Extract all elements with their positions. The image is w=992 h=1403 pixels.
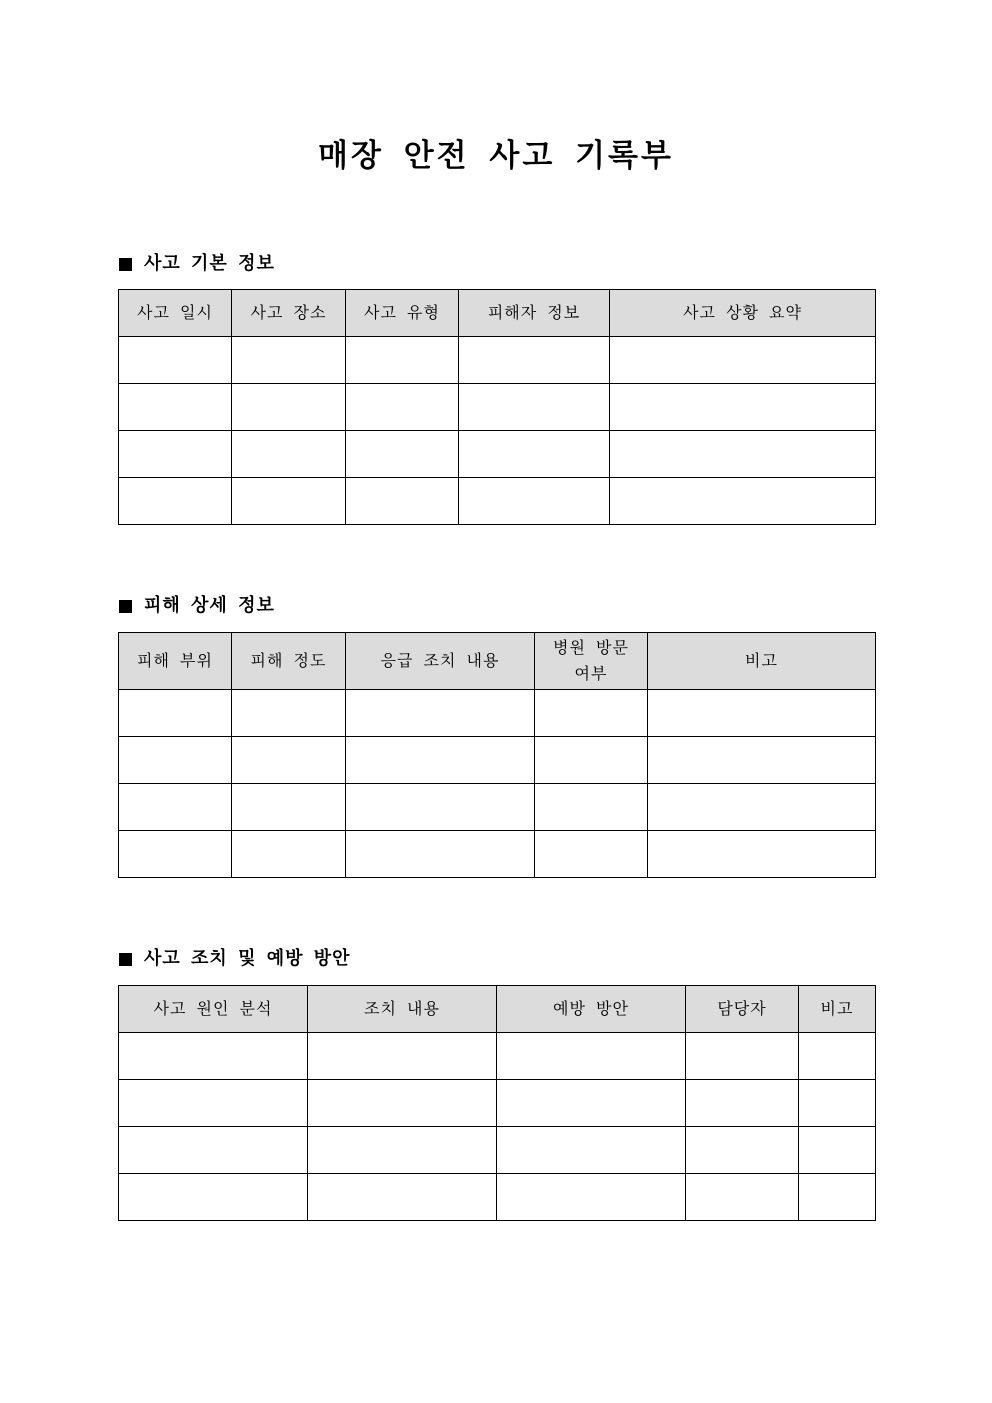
table-cell[interactable] [459, 384, 610, 431]
table-row [119, 478, 876, 525]
table-cell[interactable] [648, 690, 876, 737]
table-cell[interactable] [308, 1174, 497, 1221]
column-header: 예방 방안 [497, 986, 686, 1033]
table-cell[interactable] [648, 831, 876, 878]
action-prevention-table [118, 985, 876, 1221]
table-cell[interactable] [346, 831, 535, 878]
table-cell[interactable] [308, 1033, 497, 1080]
table-cell[interactable] [119, 831, 232, 878]
black-square-icon [119, 600, 132, 613]
table-cell[interactable] [686, 1033, 799, 1080]
table-cell[interactable] [610, 478, 876, 525]
column-header: 사고 일시 [119, 290, 232, 337]
table-cell[interactable] [799, 1033, 876, 1080]
column-header: 피해자 정보 [459, 290, 610, 337]
document-title: 매장 안전 사고 기록부 [318, 138, 674, 174]
table-cell[interactable] [346, 337, 459, 384]
column-header: 사고 원인 분석 [119, 986, 308, 1033]
table-cell[interactable] [686, 1174, 799, 1221]
table-cell[interactable] [686, 1127, 799, 1174]
table-cell[interactable] [459, 478, 610, 525]
table-cell[interactable] [610, 431, 876, 478]
table-cell[interactable] [232, 431, 346, 478]
table-cell[interactable] [346, 478, 459, 525]
table-cell[interactable] [232, 737, 346, 784]
table-cell[interactable] [119, 337, 232, 384]
table-cell[interactable] [308, 1127, 497, 1174]
accident-basic-info-table [118, 289, 876, 525]
section-heading-label: 피해 상세 정보 [144, 595, 275, 616]
column-header: 사고 장소 [232, 290, 346, 337]
table-cell[interactable] [648, 784, 876, 831]
column-header: 비고 [648, 633, 876, 690]
table-cell[interactable] [648, 737, 876, 784]
column-header: 병원 방문 여부 [535, 633, 648, 690]
table-row [119, 1127, 876, 1174]
table-header-row [119, 290, 876, 337]
table-row [119, 337, 876, 384]
table-cell[interactable] [346, 690, 535, 737]
table-header-row [119, 986, 876, 1033]
table-cell[interactable] [535, 784, 648, 831]
table-cell[interactable] [232, 478, 346, 525]
table-row [119, 690, 876, 737]
table-cell[interactable] [119, 737, 232, 784]
table-cell[interactable] [232, 831, 346, 878]
table-row [119, 1033, 876, 1080]
table-cell[interactable] [459, 431, 610, 478]
table-cell[interactable] [119, 478, 232, 525]
table-row [119, 431, 876, 478]
column-header: 비고 [799, 986, 876, 1033]
column-header: 조치 내용 [308, 986, 497, 1033]
table-cell[interactable] [119, 384, 232, 431]
table-cell[interactable] [799, 1080, 876, 1127]
table-row [119, 1080, 876, 1127]
table-cell[interactable] [308, 1080, 497, 1127]
table-cell[interactable] [497, 1033, 686, 1080]
black-square-icon [119, 258, 132, 271]
table-row [119, 831, 876, 878]
table-cell[interactable] [799, 1174, 876, 1221]
table-row [119, 384, 876, 431]
table-cell[interactable] [535, 690, 648, 737]
table-cell[interactable] [346, 384, 459, 431]
table-cell[interactable] [119, 1174, 308, 1221]
table-cell[interactable] [119, 784, 232, 831]
table-cell[interactable] [346, 784, 535, 831]
table-cell[interactable] [346, 431, 459, 478]
table-cell[interactable] [799, 1127, 876, 1174]
table-cell[interactable] [497, 1174, 686, 1221]
column-header: 사고 유형 [346, 290, 459, 337]
column-header: 피해 부위 [119, 633, 232, 690]
section-heading-label: 사고 조치 및 예방 방안 [144, 948, 351, 969]
table-cell[interactable] [346, 737, 535, 784]
table-cell[interactable] [119, 690, 232, 737]
column-header: 담당자 [686, 986, 799, 1033]
table-cell[interactable] [119, 431, 232, 478]
table-cell[interactable] [610, 384, 876, 431]
table-cell[interactable] [610, 337, 876, 384]
table-row [119, 784, 876, 831]
section-heading-damage-detail [119, 594, 275, 618]
column-header: 사고 상황 요약 [610, 290, 876, 337]
table-cell[interactable] [686, 1080, 799, 1127]
table-row [119, 1174, 876, 1221]
table-cell[interactable] [535, 831, 648, 878]
damage-detail-table [118, 632, 876, 878]
table-cell[interactable] [232, 337, 346, 384]
section-heading-label: 사고 기본 정보 [144, 253, 275, 274]
table-header-row [119, 633, 876, 690]
table-cell[interactable] [232, 784, 346, 831]
table-cell[interactable] [459, 337, 610, 384]
black-square-icon [119, 953, 132, 966]
table-cell[interactable] [232, 690, 346, 737]
table-cell[interactable] [497, 1080, 686, 1127]
column-header: 응급 조치 내용 [346, 633, 535, 690]
table-cell[interactable] [535, 737, 648, 784]
table-row [119, 737, 876, 784]
section-heading-basic-info [119, 252, 275, 276]
table-cell[interactable] [232, 384, 346, 431]
column-header: 피해 정도 [232, 633, 346, 690]
table-cell[interactable] [497, 1127, 686, 1174]
section-heading-action-prevention [119, 947, 351, 971]
table-cell[interactable] [119, 1127, 308, 1174]
table-cell[interactable] [119, 1033, 308, 1080]
table-cell[interactable] [119, 1080, 308, 1127]
